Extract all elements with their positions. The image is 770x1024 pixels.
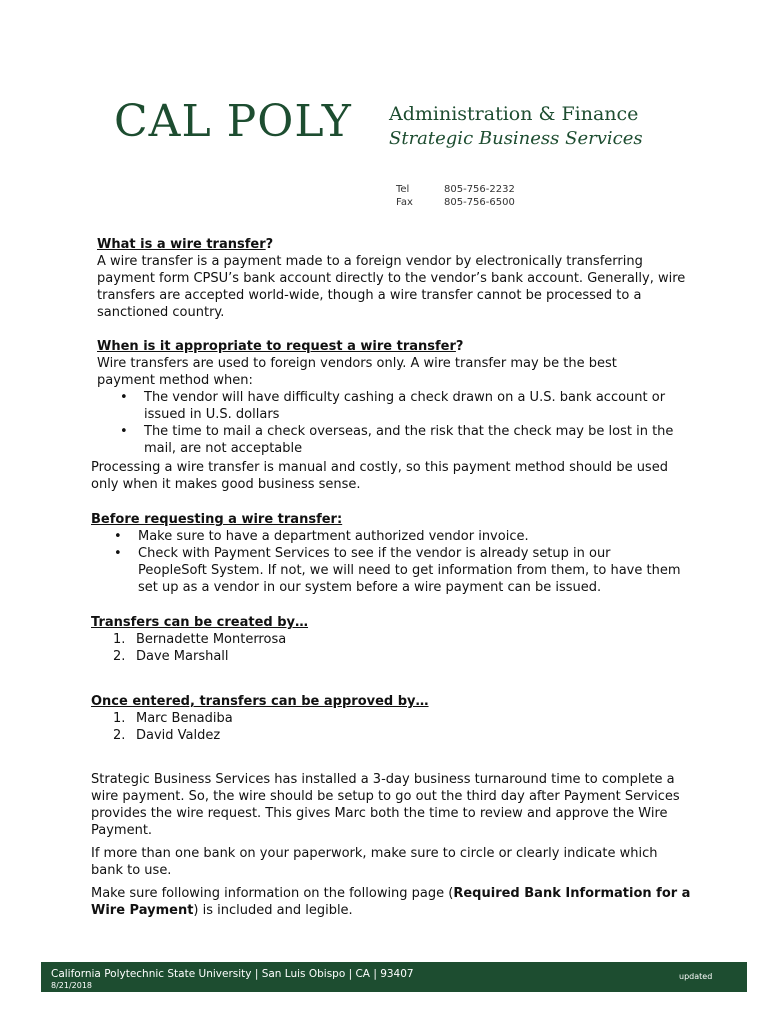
section-heading: When is it appropriate to request a wire transfer? [97,339,464,354]
list-item: • The vendor will have difficulty cashing a check drawn on a U.S. bank account or issued in U.S. dollars [97,389,682,423]
section-body: Processing a wire transfer is manual and costly, so this payment method should be used only when it makes good business sense. [91,460,668,492]
section-intro: Wire transfers are used to foreign vendors only. A wire transfer may be the best payment method when: [97,356,617,388]
list-item: • Make sure to have a department authorized vendor invoice. [91,528,681,545]
section-body: A wire transfer is a payment made to a foreign vendor by electronically transferring payment form CPSU’s bank account directly to the vendor’s bank account. Generally, wire transfers are accepted world-wide, though a wire transfer cannot be processed to a sanctioned country. [97,254,686,320]
paragraph: Strategic Business Services has installed a 3-day business turnaround time to complete a wire payment. So, the wire should be setup to go out the third day after Payment Services provides the wire request. This gives Marc both the time to review and approve the Wire Payment. [91,772,680,838]
department-name: Administration & Finance [389,103,639,125]
section-heading: Once entered, transfers can be approved by… [91,694,429,709]
footer-updated-label: updated [679,972,713,981]
contact-value: 805-756-2232 [444,184,515,195]
list-item: 2. David Valdez [113,728,221,743]
list-item: 2. Dave Marshall [113,649,229,664]
contact-value: 805-756-6500 [444,197,515,208]
contact-label: Tel [396,184,410,195]
section-heading: Transfers can be created by… [91,615,309,630]
section-heading: Before requesting a wire transfer: [91,512,343,527]
list-item: • Check with Payment Services to see if the vendor is already setup in our PeopleSoft System. If not, we will need to get information from them, to have them set up as a vendor in our system before a wire payment can be issued. [91,545,681,596]
section-closing [91,771,691,919]
numbered-list [91,631,691,665]
section-created [91,614,691,665]
section-when [97,338,697,457]
bullet-list [91,528,681,596]
list-item: • The time to mail a check overseas, and the risk that the check may be lost in the mail, are not acceptable [97,423,682,457]
section-before [91,511,691,596]
section-when-closing [91,459,691,493]
department-block [389,101,643,151]
contact-row [396,196,515,209]
paragraph: Make sure following information on the following page (Required Bank Information for a Wire Payment) is included and legible. [91,886,691,918]
footer-address: California Polytechnic State University | San Luis Obispo | CA | 93407 [51,968,414,980]
list-item: 1. Marc Benadiba [113,711,233,726]
cal-poly-logo: CAL POLY [114,96,352,147]
footer-date: 8/21/2018 [51,981,93,990]
required-bank-info-reference: Required Bank Information for a Wire Payment [91,886,691,918]
contact-info [396,183,515,209]
contact-label: Fax [396,197,413,208]
footer-bar [41,962,747,992]
section-what [97,236,697,321]
paragraph: If more than one bank on your paperwork, make sure to circle or clearly indicate which bank to use. [91,846,658,878]
section-heading: What is a wire transfer? [97,237,274,252]
contact-row [396,183,515,196]
section-approved [91,693,691,744]
numbered-list [91,710,691,744]
bullet-list [97,389,682,457]
list-item: 1. Bernadette Monterrosa [113,632,287,647]
unit-name: Strategic Business Services [389,128,643,149]
